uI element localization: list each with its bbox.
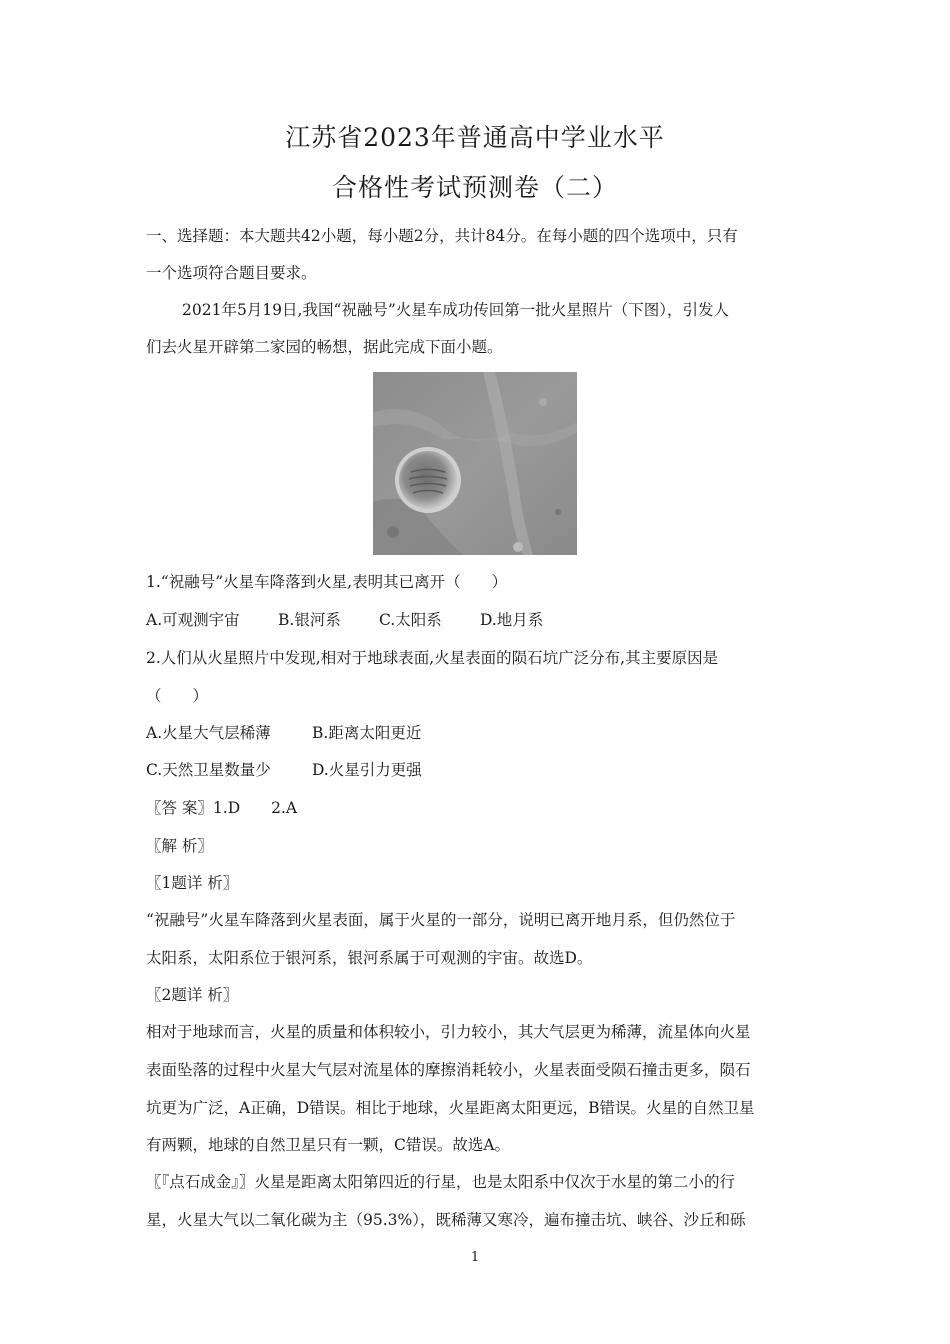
tip-line-2: 星，火星大气以二氧化碳为主（95.3%），既稀薄又寒冷，遍布撞击坑、峡谷、沙丘和砾 [146, 1211, 746, 1229]
question-1-options [146, 610, 806, 630]
detail-2-line-1: 相对于地球而言，火星的质量和体积较小，引力较小，其大气层更为稀薄，流星体向火星 [146, 1023, 751, 1041]
q2-option-a: A.火星大气层稀薄 [146, 724, 271, 742]
answer-line: 〖答 案〗1.D 2.A [146, 799, 298, 817]
detail-2-heading: 〖2题详 析〗 [146, 986, 239, 1004]
analysis-heading: 〖解 析〗 [146, 837, 213, 855]
q1-option-a: A.可观测宇宙 [146, 611, 240, 629]
detail-2-line-2: 表面坠落的过程中火星大气层对流星体的摩擦消耗较小，火星表面受陨石撞击更多，陨石 [146, 1061, 751, 1079]
page-number: 1 [470, 1250, 480, 1265]
title-line-1: 江苏省2023年普通高中学业水平 [285, 123, 665, 152]
section-instruction-line-2: 一个选项符合题目要求。 [146, 264, 317, 282]
detail-2-line-3: 坑更为广泛，A正确，D错误。相比于地球，火星距离太阳更远，B错误。火星的自然卫星 [146, 1099, 755, 1117]
q1-option-c: C.太阳系 [379, 611, 442, 629]
intro-line-1: 2021年5月19日,我国“祝融号”火星车成功传回第一批火星照片（下图），引发人 [182, 301, 730, 319]
question-2-options-row-1 [146, 723, 806, 743]
detail-1-line-2: 太阳系，太阳系位于银河系，银河系属于可观测的宇宙。故选D。 [146, 949, 593, 967]
q2-option-c: C.天然卫星数量少 [146, 761, 271, 779]
q2-option-b: B.距离太阳更近 [312, 724, 422, 742]
question-2-options-row-2 [146, 760, 806, 780]
question-2-stem-line-1: 2.人们从火星照片中发现,相对于地球表面,火星表面的陨石坑广泛分布,其主要原因是 [146, 649, 719, 667]
section-instruction-line-1: 一、选择题：本大题共42小题，每小题2分，共计84分。在每小题的四个选项中，只有 [146, 227, 738, 245]
q1-option-b: B.银河系 [278, 611, 341, 629]
tip-line-1: 〖『点石成金』〗火星是距离太阳第四近的行星，也是太阳系中仅次于水星的第二小的行 [146, 1173, 736, 1191]
detail-1-line-1: “祝融号”火星车降落到火星表面，属于火星的一部分，说明已离开地月系，但仍然位于 [146, 911, 736, 929]
question-2-stem-line-2: （ ） [146, 687, 209, 705]
title-line-2: 合格性考试预测卷（二） [331, 173, 618, 202]
q2-option-d: D.火星引力更强 [312, 761, 422, 779]
detail-2-line-4: 有两颗，地球的自然卫星只有一颗，C错误。故选A。 [146, 1136, 511, 1154]
mars-surface-photo [373, 372, 577, 555]
q1-option-d: D.地月系 [480, 611, 544, 629]
detail-1-heading: 〖1题详 析〗 [146, 874, 239, 892]
intro-line-2: 们去火星开辟第二家园的畅想，据此完成下面小题。 [146, 338, 503, 356]
question-1-stem: 1.“祝融号”火星车降落到火星,表明其已离开（ ） [146, 573, 508, 591]
